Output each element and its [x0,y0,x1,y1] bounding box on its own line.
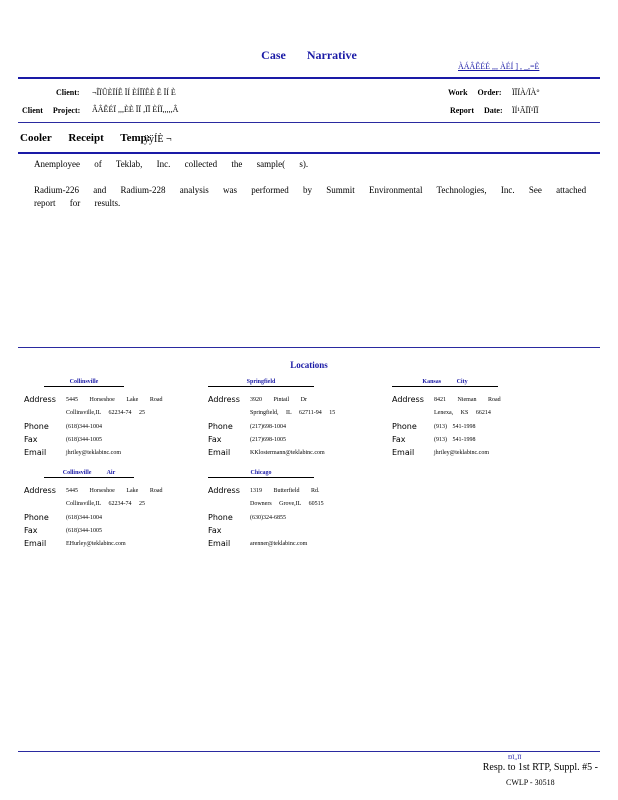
fax-label: Fax [392,435,406,444]
email-value: arenner@teklabinc.com [250,541,308,547]
phone-label: Phone [208,513,233,522]
client-value: ¬ÎÏÛÈÏÍÊ ÏÍ ÈÍÏÏÊÈ Ê ÏÍ È [92,88,176,97]
email-value: jhriley@teklabinc.com [434,450,490,456]
report-date-value: ÏÍ¹ÃÏÏ¹ÏÏ [512,106,539,115]
address-line-1: 5445 Horseshoe Lake Road [66,488,163,494]
fax-label: Fax [208,435,222,444]
phone-label: Phone [208,422,233,431]
header-reference: ÀÁÂÊÉÉ ,,, ÀÉÍ ] , _,=È [458,62,540,71]
narrative-line-1: Anemployee of Teklab, Inc. collected the sample( s). [34,159,309,169]
email-value: EHurley@teklabinc.com [66,541,126,547]
address-label: Address [24,486,56,495]
location-name: Collinsville Air [44,470,134,478]
email-label: Email [24,448,47,457]
fax-value: (913) 541-1998 [434,437,476,443]
email-value: jhriley@teklabinc.com [66,450,122,456]
address-line-2: Collinsville,IL 62234-74 25 [66,501,145,507]
client-project-label: Client Project: [22,106,81,115]
fax-value: (618)344-1005 [66,528,102,534]
fax-value: (217)698-1005 [250,437,286,443]
client-divider [18,122,600,123]
footer-line-1: Resp. to 1st RTP, Suppl. #5 - [482,762,598,773]
page-title: Case Narrative [261,48,357,62]
address-line-2: Collinsville,IL 62234-74 25 [66,410,145,416]
narrative-line-3: report for results. [34,198,121,208]
location-name: Kansas City [392,379,498,387]
phone-value: (618)344-1004 [66,424,102,430]
address-line-2: Downers Grove,IL 60515 [250,501,324,507]
cooler-temp-value: ÿÿÍÈ ¬ [144,134,172,145]
narrative-line-2: Radium-226 and Radium-228 analysis was performed by Summit Environmental Technologies, Inc. See attached [34,185,587,195]
address-line-1: 5445 Horseshoe Lake Road [66,397,163,403]
phone-value: (630)324-6855 [250,515,286,521]
phone-value: (913) 541-1998 [434,424,476,430]
address-line-2: Springfield, IL 62711-94 15 [250,410,336,416]
footer-line-2: CWLP - 30518 [506,778,555,787]
address-label: Address [208,486,240,495]
locations-divider [18,347,600,348]
fax-value: (618)344-1005 [66,437,102,443]
email-label: Email [208,539,231,548]
locations-title: Locations [290,360,328,370]
work-order-value: ÏÏÏÀ/ÏÀ° [512,88,540,97]
address-line-2: Lenexa, KS 66214 [434,410,491,416]
fax-label: Fax [208,526,222,535]
cooler-divider [18,152,600,154]
phone-label: Phone [392,422,417,431]
address-line-1: 3920 Pintail Dr [250,397,307,403]
email-label: Email [208,448,231,457]
location-name: Collinsville [44,379,124,387]
address-label: Address [392,395,424,404]
footer-divider [18,751,600,752]
footer-mark: ÐÏ,,ÏÏ [508,755,522,761]
cooler-temp-label: Cooler Receipt Temp: [20,132,151,144]
address-label: Address [24,395,56,404]
phone-label: Phone [24,422,49,431]
phone-value: (217)698-1004 [250,424,286,430]
fax-label: Fax [24,526,38,535]
email-label: Email [392,448,415,457]
header-divider [18,77,600,79]
phone-value: (618)344-1004 [66,515,102,521]
location-name: Springfield [208,379,314,387]
email-label: Email [24,539,47,548]
phone-label: Phone [24,513,49,522]
address-line-1: 1319 Butterfield Rd. [250,488,320,494]
email-value: KKlostermann@teklabinc.com [250,450,325,456]
address-label: Address [208,395,240,404]
client-project-value: ÂÂÊÉÏ ,,,ÈÈ ÏÏ ,ÏÏ ÈÍÏ,,,,,Â [92,105,179,114]
address-line-1: 8421 Nieman Road [434,397,501,403]
fax-label: Fax [24,435,38,444]
report-date-label: Report Date: [450,106,503,115]
work-order-label: Work Order: [448,88,502,97]
client-label: Client: [56,88,80,97]
location-name: Chicago [208,470,314,478]
